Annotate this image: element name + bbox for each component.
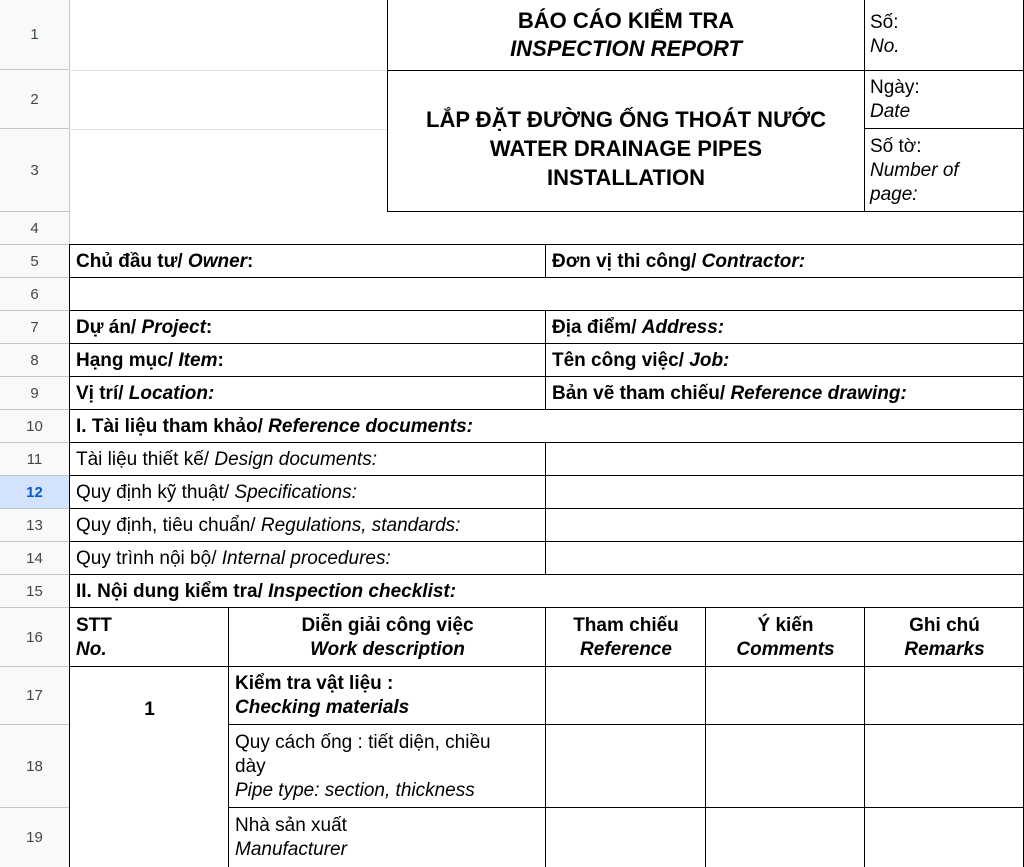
col-work-vi: Diễn giải công việc: [301, 614, 474, 636]
contractor-label-vi: Đơn vị thi công/: [552, 250, 702, 272]
refdwg-label-en: Reference drawing:: [730, 382, 907, 404]
report-date-label-vi: Ngày:: [870, 76, 920, 98]
job-label-vi: Tên công việc/: [552, 349, 690, 371]
item-label-en: Item: [178, 349, 218, 371]
row-header-9[interactable]: 9: [0, 377, 69, 410]
col-header-comments[interactable]: [706, 608, 865, 667]
row-header-19[interactable]: 19: [26, 829, 43, 846]
checklist-row-1-work-en: Checking materials: [235, 697, 410, 718]
doc-procedures-cell[interactable]: [70, 542, 546, 575]
section2-title-en: Inspection checklist:: [268, 580, 457, 602]
row-header-column: [0, 0, 70, 867]
row-header-3[interactable]: 3: [0, 129, 69, 212]
checklist-row-1-work[interactable]: [229, 667, 546, 725]
address-label-vi: Địa điểm/: [552, 316, 642, 338]
section1-title-en: Reference documents:: [268, 415, 473, 437]
row-header-15[interactable]: 15: [0, 575, 69, 608]
col-comments-en: Comments: [736, 638, 835, 660]
project-cell[interactable]: Dự án/ Project:: [76, 316, 213, 338]
row-header-13[interactable]: 13: [0, 509, 69, 542]
report-number-cell[interactable]: [865, 0, 1024, 70]
report-number-label-vi: Số:: [870, 12, 899, 33]
checklist-row-3-work-vi: Nhà sản xuất: [235, 814, 347, 836]
owner-label-vi: Chủ đầu tư/: [76, 250, 188, 272]
report-number-label-en: No.: [870, 36, 900, 57]
section2-title-vi: II. Nội dung kiểm tra/: [76, 580, 269, 602]
doc-spec-en: Specifications:: [234, 481, 357, 503]
sheet-grid[interactable]: [69, 0, 1024, 867]
project-label-en: Project: [141, 316, 206, 338]
owner-label-en: Owner: [187, 250, 248, 272]
col-header-no[interactable]: [70, 608, 229, 667]
col-header-work-description[interactable]: [229, 608, 546, 667]
item-cell[interactable]: Hạng mục/ Item:: [76, 349, 224, 371]
row-header-1[interactable]: 1: [0, 0, 69, 70]
doc-reg-vi: Quy định, tiêu chuẩn/: [76, 514, 261, 536]
checklist-row-3-work[interactable]: [229, 808, 546, 867]
checklist-row-2-work-vi-1: Quy cách ống : tiết diện, chiều: [235, 731, 491, 753]
row-header-2[interactable]: 2: [0, 70, 69, 129]
report-title-vi: BÁO CÁO KIỂM TRA: [517, 8, 735, 33]
contractor-cell[interactable]: [546, 245, 1024, 278]
row-header-4[interactable]: 4: [0, 212, 69, 245]
subtitle-line-2: WATER DRAINAGE PIPES: [489, 136, 763, 161]
item-label-vi: Hạng mục/: [76, 349, 179, 371]
report-title-en: INSPECTION REPORT: [510, 36, 742, 61]
col-ref-en: Reference: [580, 638, 672, 660]
col-header-remarks[interactable]: [865, 608, 1024, 667]
report-date-cell[interactable]: [865, 70, 1024, 129]
section-reference-documents-title[interactable]: [70, 410, 1024, 443]
report-pages-label-en-2: page:: [870, 183, 918, 205]
doc-reg-en: Regulations, standards:: [260, 514, 461, 536]
contractor-label-en: Contractor:: [701, 250, 806, 272]
report-pages-cell[interactable]: [865, 129, 1024, 212]
job-cell[interactable]: [546, 344, 1024, 377]
row-header-7[interactable]: 7: [0, 311, 69, 344]
doc-proc-vi: Quy trình nội bộ/: [76, 547, 222, 569]
doc-spec-vi: Quy định kỹ thuật/: [76, 481, 235, 503]
report-subtitle: [388, 105, 864, 212]
checklist-row-2-work-en: Pipe type: section, thickness: [235, 779, 475, 801]
row-header-14[interactable]: 14: [0, 542, 69, 575]
refdwg-label-vi: Bản vẽ tham chiếu/: [552, 382, 731, 404]
address-cell[interactable]: [546, 311, 1024, 344]
section-inspection-checklist-title[interactable]: [70, 575, 1024, 608]
checklist-row-1-work-vi: Kiểm tra vật liệu :: [235, 673, 394, 694]
row-header-18[interactable]: 18: [0, 725, 69, 808]
report-pages-label-vi: Số tờ:: [870, 135, 922, 157]
doc-design-vi: Tài liệu thiết kế/: [76, 448, 215, 470]
row-header-16[interactable]: 16: [0, 608, 69, 667]
row-header-17[interactable]: 17: [0, 667, 69, 725]
location-label-vi: Vị trí/: [76, 382, 129, 404]
checklist-row-2-work-vi-2: dày: [235, 755, 266, 777]
row-header-8[interactable]: 8: [0, 344, 69, 377]
col-header-reference[interactable]: [546, 608, 706, 667]
checklist-row-1-number: 1: [144, 699, 155, 720]
reference-drawing-cell[interactable]: [546, 377, 1024, 410]
report-date-label-en: Date: [870, 100, 911, 122]
location-label-en: Location:: [128, 382, 215, 404]
address-label-en: Address:: [641, 316, 725, 338]
row-header-11[interactable]: 11: [0, 443, 69, 476]
row-header-10[interactable]: 10: [0, 410, 69, 443]
doc-regulations-cell[interactable]: [70, 509, 546, 542]
row-header-6[interactable]: 6: [0, 278, 69, 311]
col-ref-vi: Tham chiếu: [573, 614, 679, 636]
section1-title-vi: I. Tài liệu tham khảo/: [76, 415, 269, 437]
job-label-en: Job:: [689, 349, 730, 371]
col-no-en: No.: [76, 638, 107, 660]
subtitle-line-1: LẮP ĐẶT ĐƯỜNG ỐNG THOÁT NƯỚC: [426, 107, 826, 132]
col-remarks-vi: Ghi chú: [909, 614, 980, 636]
doc-proc-en: Internal procedures:: [221, 547, 391, 569]
col-work-en: Work description: [310, 638, 465, 660]
doc-design-en: Design documents:: [214, 448, 377, 470]
location-cell[interactable]: [70, 377, 546, 410]
doc-specifications-cell[interactable]: [70, 476, 546, 509]
row-header-5[interactable]: 5: [0, 245, 69, 278]
checklist-row-1-no[interactable]: [70, 667, 229, 725]
report-title: [388, 0, 864, 70]
checklist-row-3-work-en: Manufacturer: [235, 838, 347, 860]
col-comments-vi: Ý kiến: [757, 614, 814, 636]
col-no-vi: STT: [76, 614, 112, 636]
report-pages-label-en-1: Number of: [870, 159, 959, 181]
project-label-vi: Dự án/: [76, 316, 142, 338]
checklist-row-2-work[interactable]: [229, 725, 546, 808]
doc-design-cell[interactable]: [70, 443, 546, 476]
owner-cell[interactable]: Chủ đầu tư/ Owner:: [76, 250, 254, 272]
subtitle-line-3: INSTALLATION: [546, 165, 706, 190]
col-remarks-en: Remarks: [904, 638, 985, 660]
row-header-12-selected[interactable]: 12: [0, 476, 69, 509]
